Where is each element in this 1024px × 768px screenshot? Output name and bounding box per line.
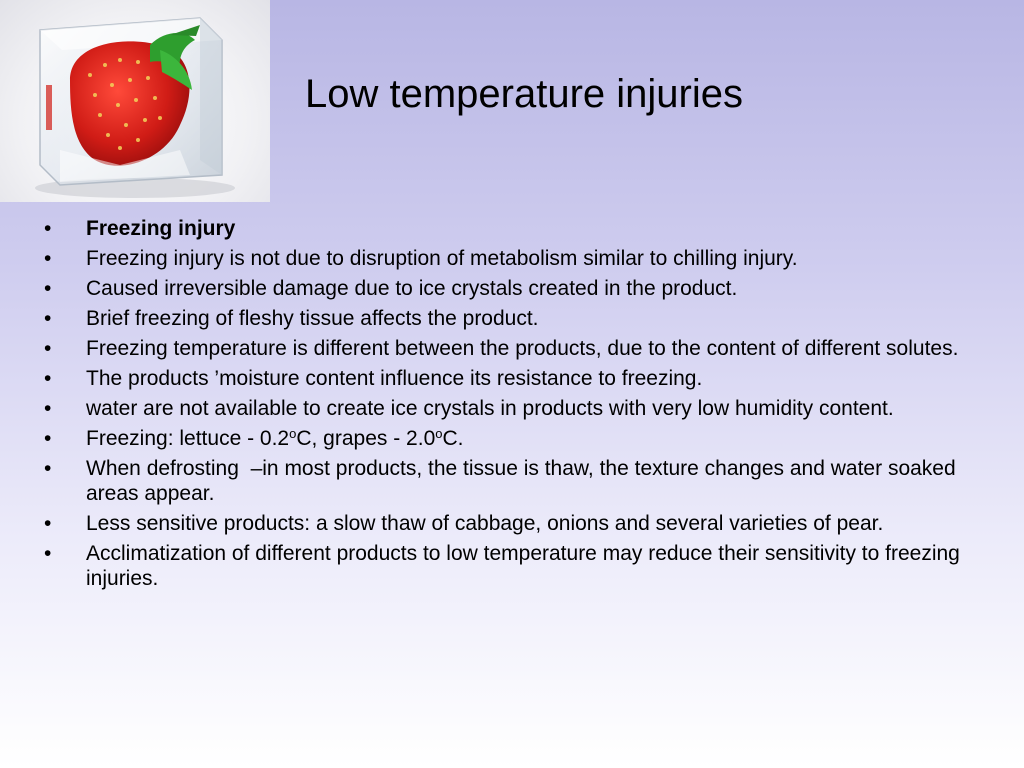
bullet-icon: • xyxy=(44,277,52,300)
text-part: C, grapes - 2.0 xyxy=(296,427,436,450)
strawberry-ice-cube-image xyxy=(0,0,270,202)
list-item xyxy=(44,541,984,591)
list-item xyxy=(44,336,984,361)
bullet-icon: • xyxy=(44,397,52,420)
slide-title: Low temperature injuries xyxy=(305,72,743,116)
list-item xyxy=(44,276,984,301)
degree-superscript: o xyxy=(435,426,443,441)
bullet-icon: • xyxy=(44,427,52,450)
list-item-text: The products ’moisture content influence its resistance to freezing. xyxy=(86,367,703,390)
list-item xyxy=(44,426,984,451)
list-item xyxy=(44,366,984,391)
bullet-list xyxy=(44,216,984,596)
bullet-icon: • xyxy=(44,542,52,565)
list-item-text: Freezing injury xyxy=(86,217,236,240)
bullet-icon: • xyxy=(44,337,52,360)
bullet-icon: • xyxy=(44,247,52,270)
list-item xyxy=(44,396,984,421)
list-item-text: When defrosting –in most products, the tissue is thaw, the texture changes and water soaked areas appear. xyxy=(86,457,962,505)
bullet-icon: • xyxy=(44,512,52,535)
list-item-text xyxy=(86,427,463,450)
list-item xyxy=(44,306,984,331)
list-item-text: Acclimatization of different products to low temperature may reduce their sensitivity to freezing injuries. xyxy=(86,542,960,590)
strawberry-in-ice-cube-icon xyxy=(0,0,270,202)
degree-superscript: o xyxy=(289,426,297,441)
list-item-text: Less sensitive products: a slow thaw of cabbage, onions and several varieties of pear. xyxy=(86,512,884,535)
list-item-text: Freezing temperature is different between the products, due to the content of different solutes. xyxy=(86,337,959,360)
list-item xyxy=(44,456,984,506)
bullet-icon: • xyxy=(44,367,52,390)
list-item xyxy=(44,246,984,271)
text-part: C. xyxy=(442,427,464,450)
list-item-text: Caused irreversible damage due to ice crystals created in the product. xyxy=(86,277,738,300)
list-item-text: water are not available to create ice crystals in products with very low humidity content. xyxy=(86,397,894,420)
list-item-text: Freezing injury is not due to disruption of metabolism similar to chilling injury. xyxy=(86,247,798,270)
list-item xyxy=(44,216,984,241)
bullet-icon: • xyxy=(44,457,52,480)
list-item xyxy=(44,511,984,536)
bullet-icon: • xyxy=(44,307,52,330)
text-part: Freezing: lettuce - 0.2 xyxy=(86,427,290,450)
bullet-icon: • xyxy=(44,217,52,240)
list-item-text: Brief freezing of fleshy tissue affects the product. xyxy=(86,307,539,330)
